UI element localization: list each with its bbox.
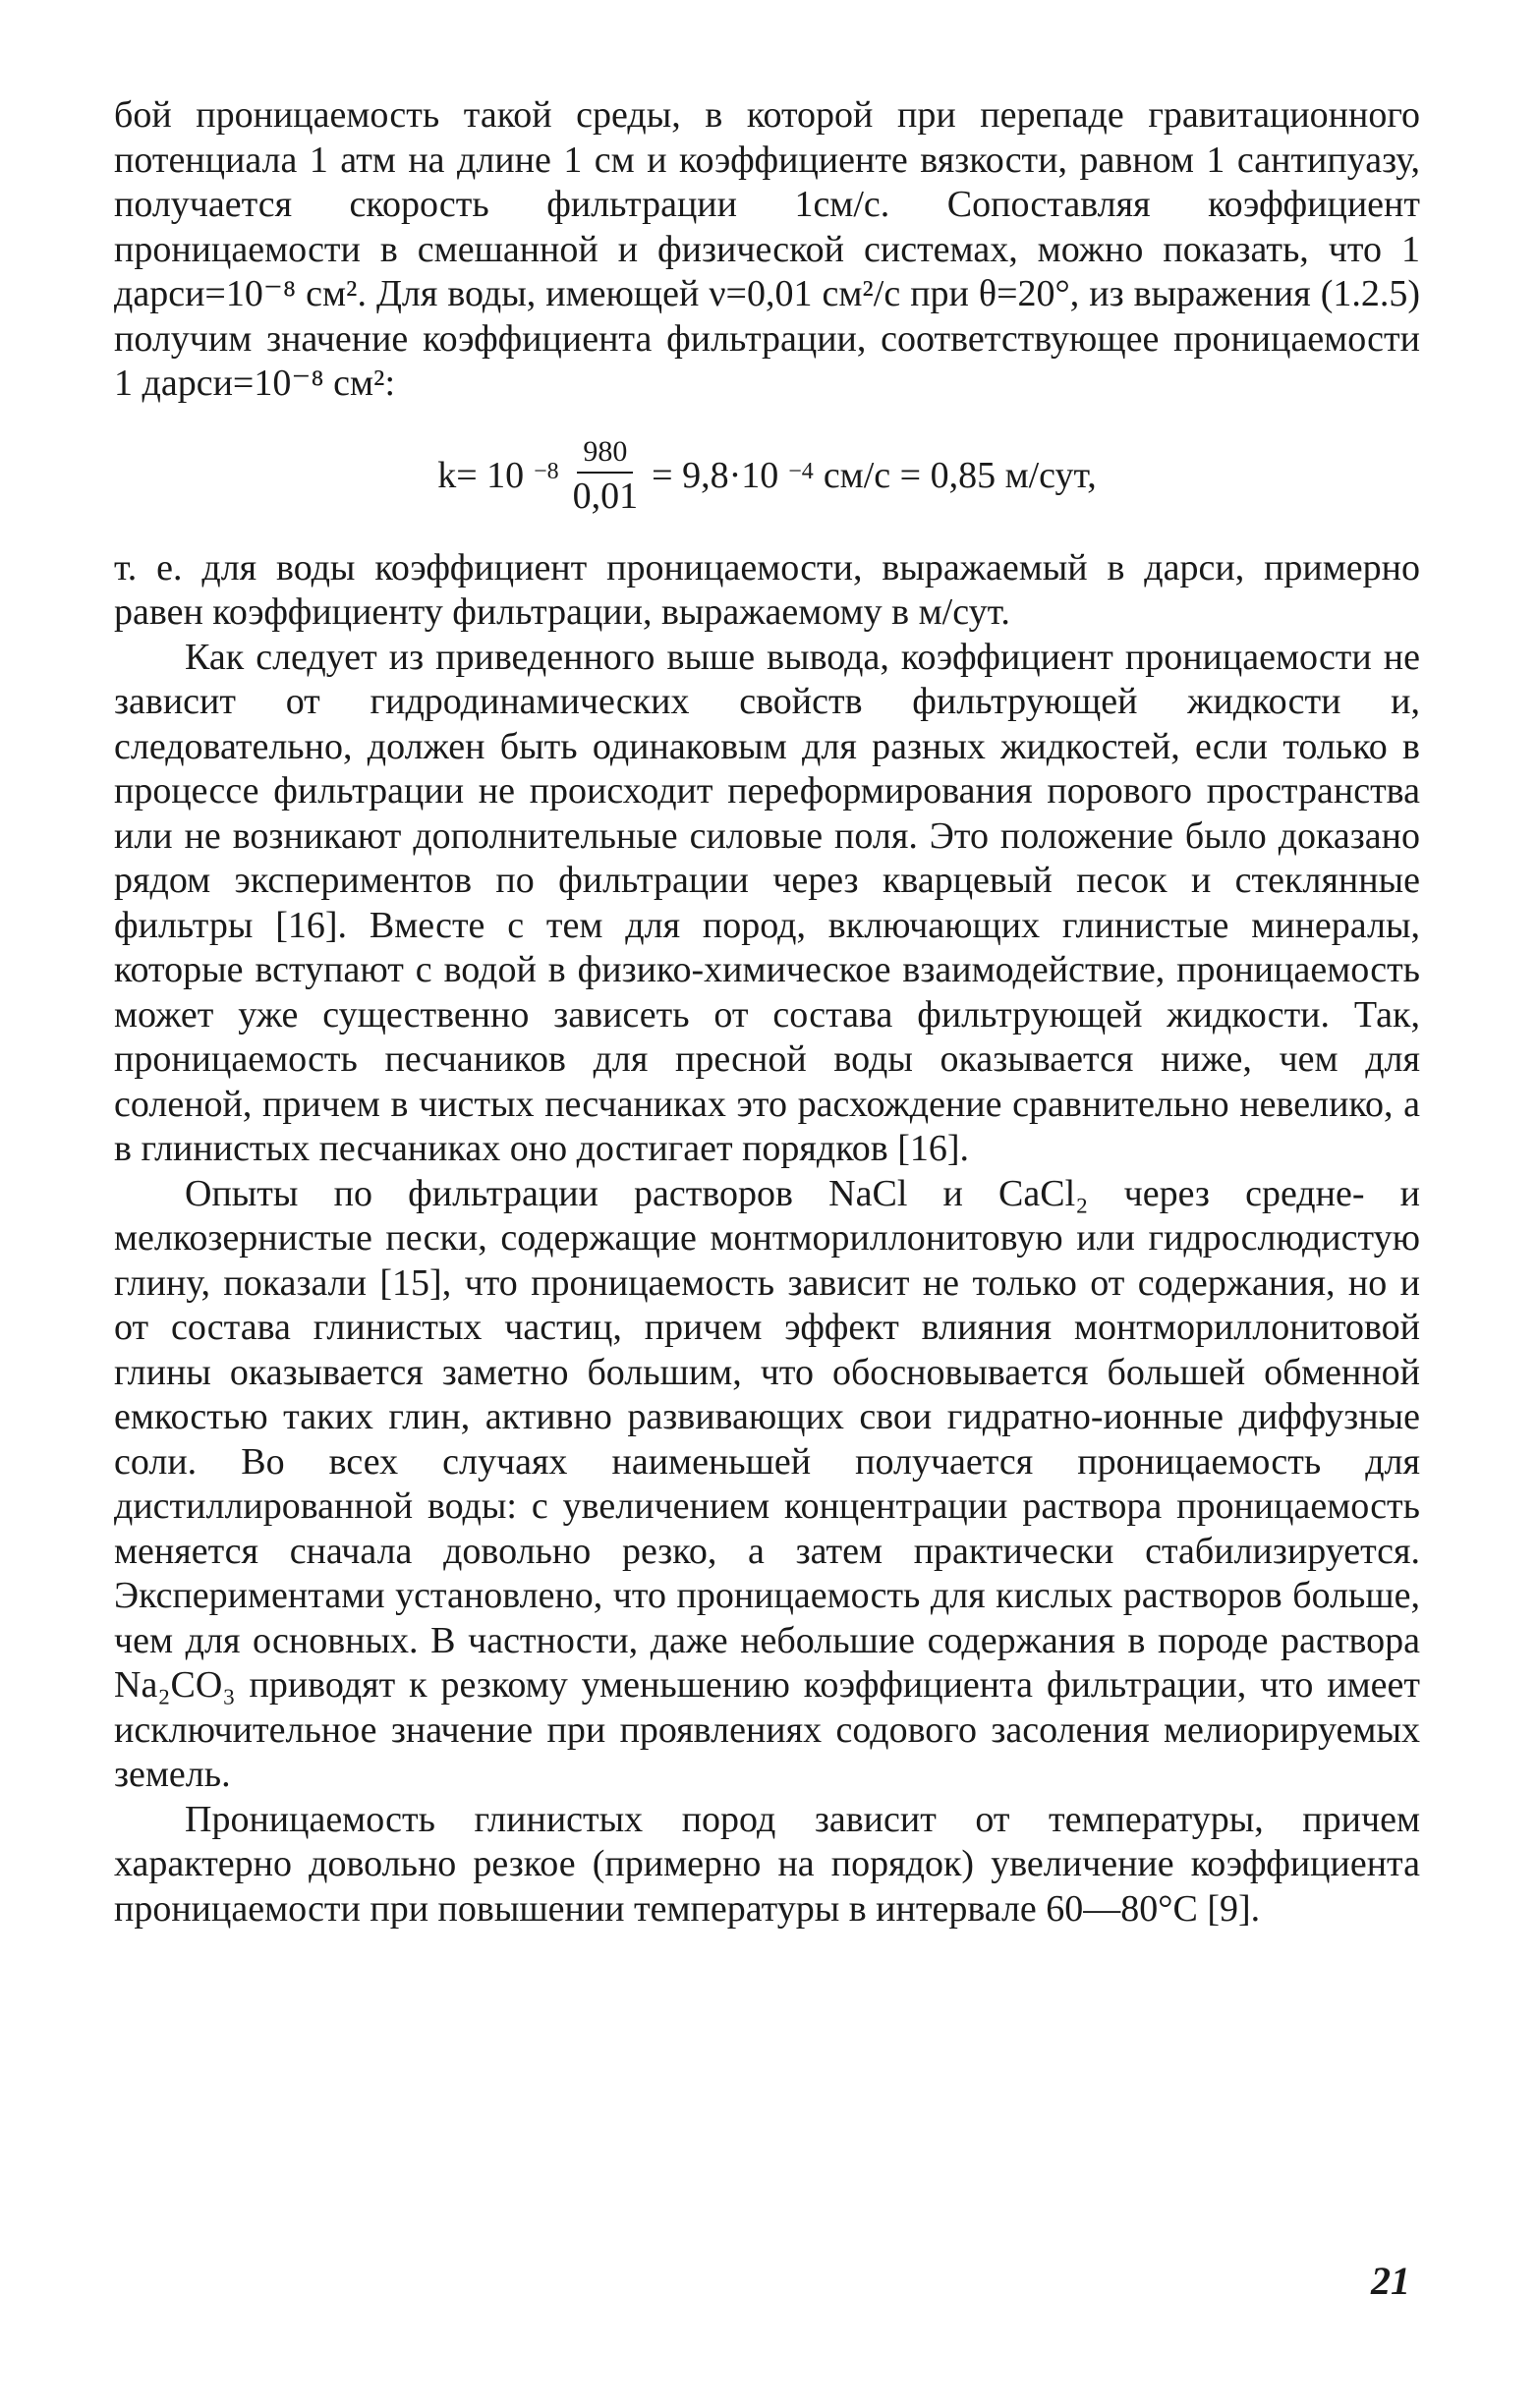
formula-lhs: k= 10 [437, 454, 525, 496]
body-text [114, 93, 1420, 1932]
formula-fraction [573, 432, 639, 519]
paragraph-2: т. е. для воды коэффициент проницаемости, выражаемый в дарси, примерно равен коэффициенту фильтрации, выражаемому в м/сут. [114, 546, 1420, 633]
paragraph-4: Опыты по фильтрации растворов NaCl и CaCl₂ через средне- и мелкозернистые пески, содержащие монтмориллонитовую или гидрослюдистую глину, показали [15], что проницаемость зависит не только от содержания, но и от состава глинистых частиц, причем эффект влияния монтмориллонитовой глины оказывается заметно большим, что обосновывается большей обменной емкостью таких глин, активно развивающих свои гидратно-ионные диффузные соли. Во всех случаях наименьшей получается проницаемость для дистиллированной воды: с увеличением концентрации раствора проницаемость меняется сначала довольно резко, а затем практически стабилизируется. Экспериментами установлено, что проницаемость для кислых растворов больше, чем для основных. В частности, даже небольшие содержания в породе раствора Na₂CO₃ приводят к резкому уменьшению коэффициента фильтрации, что имеет исключительное значение при проявлениях содового засоления мелиорируемых земель. [114, 1172, 1420, 1795]
formula-rhs: = 9,8·10 [652, 454, 779, 496]
paragraph-5: Проницаемость глинистых пород зависит от температуры, причем характерно довольно резкое (примерно на порядок) увеличение коэффициента проницаемости при повышении температуры в интервале 60—80°С [9]. [114, 1798, 1420, 1930]
formula-denominator: 0,01 [572, 475, 639, 517]
paragraph-3: Как следует из приведенного выше вывода, коэффициент проницаемости не зависит от гидродинамических свойств фильтрующей жидкости и, следовательно, должен быть одинаковым для разных жидкостей, если только в процессе фильтрации не происходит переформирования порового пространства или не возникают дополнительные силовые поля. Это положение было доказано рядом экспериментов по фильтрации через кварцевый песок и стеклянные фильтры [16]. Вместе с тем для пород, включающих глинистые минералы, которые вступают с водой в физико-химическое взаимодействие, проницаемость может уже существенно зависеть от состава фильтрующей жидкости. Так, проницаемость песчаников для пресной воды оказывается ниже, чем для соленой, причем в чистых песчаниках это расхождение сравнительно невелико, а в глинистых песчаниках оно достигает порядков [16]. [114, 636, 1420, 1169]
formula-k: k= 10 $^{-8}$ $\frac{980}{0,01}$ = 9,8·10 $^{-4}$ см/с = 0,85 м/сут, [114, 413, 1420, 538]
formula-numerator: 980 [577, 432, 633, 474]
formula-rhs-tail: см/с = 0,85 м/сут, [823, 454, 1097, 496]
paragraph-1: бой проницаемость такой среды, в которой при перепаде гравитационного потенциала 1 атм на длине 1 см и коэффициенте вязкости, равном 1 сантипуазу, получается скорость фильтрации 1см/с. Сопоставляя коэффициент проницаемости в смешанной и физической системах, можно показать, что 1 дарси=10⁻⁸ см². Для воды, имеющей ν=0,01 см²/с при θ=20°, из выражения (1.2.5) получим значение коэффициента фильтрации, соответствующее проницаемости 1 дарси=10⁻⁸ см²: [114, 94, 1420, 404]
page-number: 21 [1371, 2259, 1410, 2303]
